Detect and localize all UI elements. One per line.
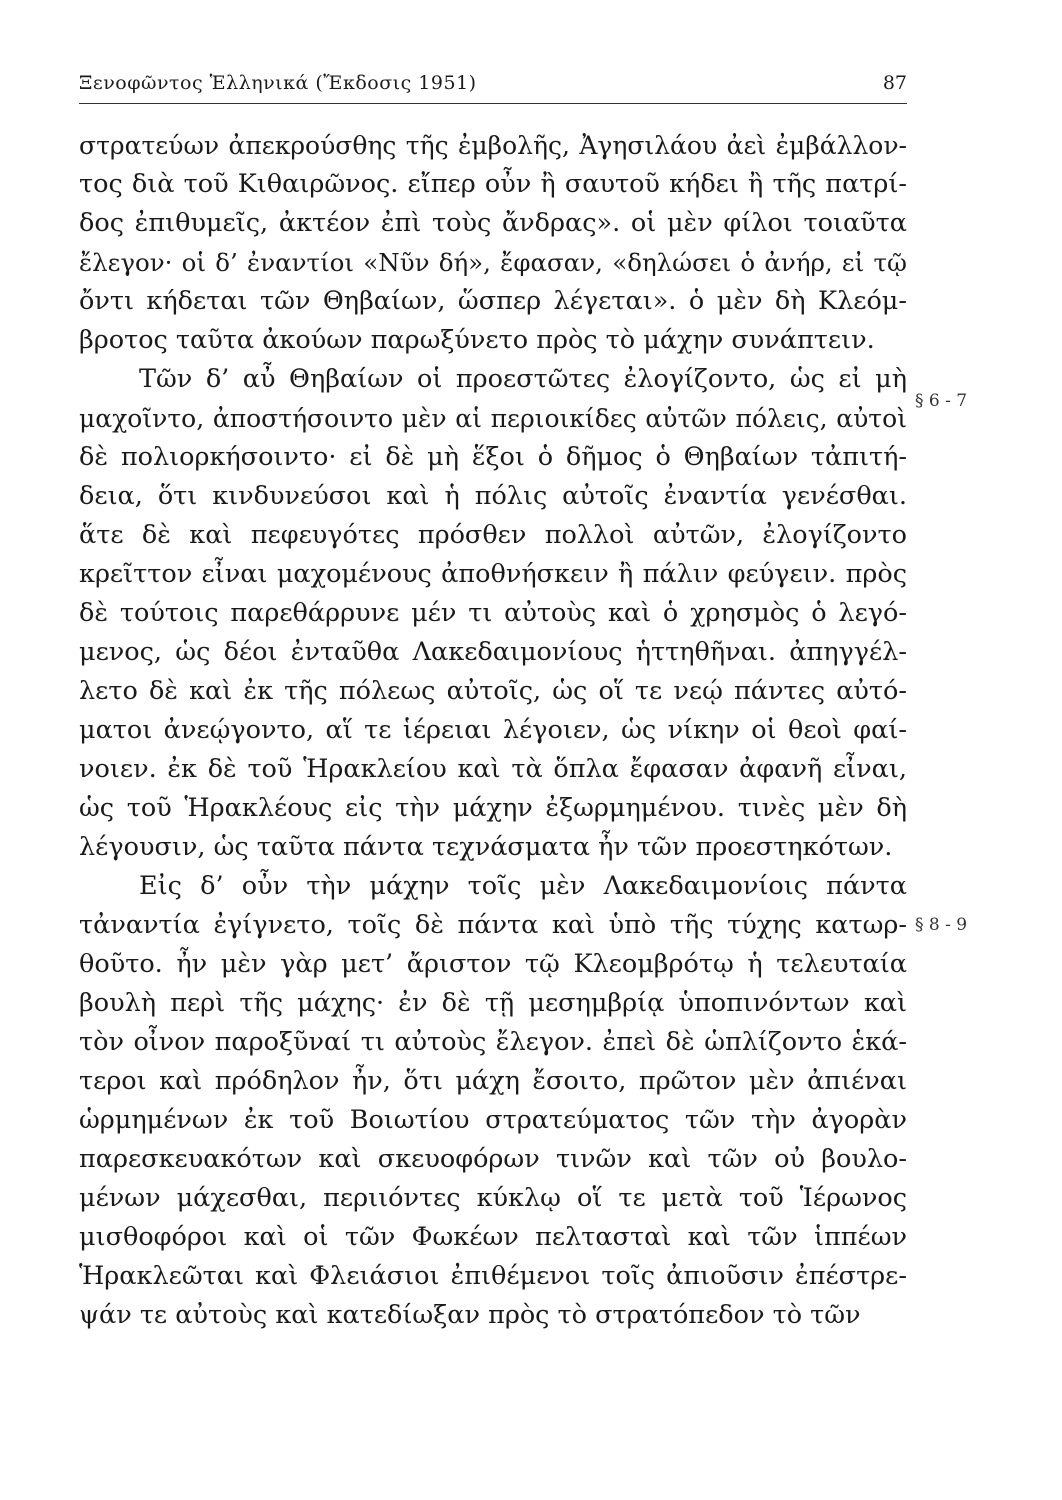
text-line: τἀναντία ἐγίγνετο, τοῖς δὲ πάντα καὶ ὑπὸ τῆς τύχης κατωρ- <box>79 910 907 940</box>
text-line: ὡς τοῦ Ἡρακλέους εἰς τὴν μάχην ἐξωρμημένου. τινὲς μὲν δὴ <box>79 793 907 823</box>
text-line: θοῦτο. ἦν μὲν γὰρ μετ’ ἄριστον τῷ Κλεομβρότῳ ἡ τελευταία <box>79 949 907 979</box>
running-head <box>79 72 907 102</box>
running-title: Ξενοφῶντος Ἑλληνικά (Ἔκδοσις 1951) <box>79 72 477 94</box>
text-line: ἔλεγον· οἱ δ’ ἐναντίοι «Νῦν δή», ἔφασαν, «δηλώσει ὁ ἀνήρ, εἰ τῷ <box>79 248 907 277</box>
text-line: Τῶν δ’ αὖ Θηβαίων οἱ προεστῶτες ἐλογίζοντο, ὡς εἰ μὴ <box>139 364 907 394</box>
text-line: παρεσκευακότων καὶ σκευοφόρων τινῶν καὶ τῶν οὐ βουλο- <box>79 1144 907 1174</box>
header-rule <box>79 103 907 104</box>
text-line: τὸν οἶνον παροξῦναί τι αὐτοὺς ἔλεγον. ἐπεὶ δὲ ὡπλίζοντο ἑκά- <box>79 1027 907 1057</box>
text-line: ματοι ἀνεῴγοντο, αἵ τε ἱέρειαι λέγοιεν, ὡς νίκην οἱ θεοὶ φαί- <box>79 715 907 745</box>
text-line: ἅτε δὲ καὶ πεφευγότες πρόσθεν πολλοὶ αὐτῶν, ἐλογίζοντο <box>79 520 907 550</box>
text-line: ὄντι κήδεται τῶν Θηβαίων, ὥσπερ λέγεται». ὁ μὲν δὴ Κλεόμ- <box>79 286 907 316</box>
text-line: ὡρμημένων ἐκ τοῦ Βοιωτίου στρατεύματος τῶν τὴν ἀγορὰν <box>79 1105 907 1135</box>
text-line: λέγουσιν, ὡς ταῦτα πάντα τεχνάσματα ἦν τῶν προεστηκότων. <box>79 832 893 862</box>
page-number: 87 <box>882 72 907 94</box>
margin-note-section-6-7: § 6 - 7 <box>915 391 968 411</box>
text-line: βροτος ταῦτα ἀκούων παρωξύνετο πρὸς τὸ μάχην συνάπτειν. <box>79 325 875 355</box>
text-line: κρεῖττον εἶναι μαχομένους ἀποθνήσκειν ἢ πάλιν φεύγειν. πρὸς <box>79 559 907 589</box>
text-line: τος διὰ τοῦ Κιθαιρῶνος. εἴπερ οὖν ἢ σαυτοῦ κήδει ἢ τῆς πατρί- <box>79 169 907 199</box>
text-line: μαχοῖντο, ἀποστήσοιντο μὲν αἱ περιοικίδες αὐτῶν πόλεις, αὐτοὶ <box>79 404 907 433</box>
text-line: δος ἐπιθυμεῖς, ἀκτέον ἐπὶ τοὺς ἄνδρας». οἱ μὲν φίλοι τοιαῦτα <box>79 208 907 238</box>
text-line: στρατεύων ἀπεκρούσθης τῆς ἐμβολῆς, Ἀγησιλάου ἀεὶ ἐμβάλλον- <box>79 131 907 160</box>
text-line: δεια, ὅτι κινδυνεύσοι καὶ ἡ πόλις αὐτοῖς ἐναντία γενέσθαι. <box>79 481 907 511</box>
text-line: μενος, ὡς δέοι ἐνταῦθα Λακεδαιμονίους ἡττηθῆναι. ἀπηγγέλ- <box>79 637 907 667</box>
text-line: δὲ τούτοις παρεθάρρυνε μέν τι αὐτοὺς καὶ ὁ χρησμὸς ὁ λεγό- <box>79 598 907 628</box>
text-line: Ἡρακλεῶται καὶ Φλειάσιοι ἐπιθέμενοι τοῖς ἀπιοῦσιν ἐπέστρε- <box>79 1261 907 1291</box>
text-line: νοιεν. ἐκ δὲ τοῦ Ἡρακλείου καὶ τὰ ὅπλα ἔφασαν ἀφανῆ εἶναι, <box>79 754 907 784</box>
text-line: μισθοφόροι καὶ οἱ τῶν Φωκέων πελτασταὶ καὶ τῶν ἱππέων <box>79 1222 907 1252</box>
text-line: μένων μάχεσθαι, περιιόντες κύκλῳ οἵ τε μετὰ τοῦ Ἱέρωνος <box>79 1183 907 1213</box>
text-line: βουλὴ περὶ τῆς μάχης· ἐν δὲ τῇ μεσημβρίᾳ ὑποπινόντων καὶ <box>79 988 907 1018</box>
text-line: τεροι καὶ πρόδηλον ἦν, ὅτι μάχη ἔσοιτο, πρῶτον μὲν ἀπιέναι <box>79 1066 907 1096</box>
margin-note-section-8-9: § 8 - 9 <box>915 915 968 935</box>
text-line: δὲ πολιορκήσοιντο· εἰ δὲ μὴ ἕξοι ὁ δῆμος ὁ Θηβαίων τἀπιτή- <box>79 442 907 472</box>
text-line: ψάν τε αὐτοὺς καὶ κατεδίωξαν πρὸς τὸ στρατόπεδον τὸ τῶν <box>79 1300 861 1330</box>
text-line: Εἰς δ’ οὖν τὴν μάχην τοῖς μὲν Λακεδαιμονίοις πάντα <box>139 871 907 901</box>
text-line: λετο δὲ καὶ ἐκ τῆς πόλεως αὐτοῖς, ὡς οἵ τε νεῴ πάντες αὐτό- <box>79 676 907 706</box>
body-text <box>79 126 907 1335</box>
